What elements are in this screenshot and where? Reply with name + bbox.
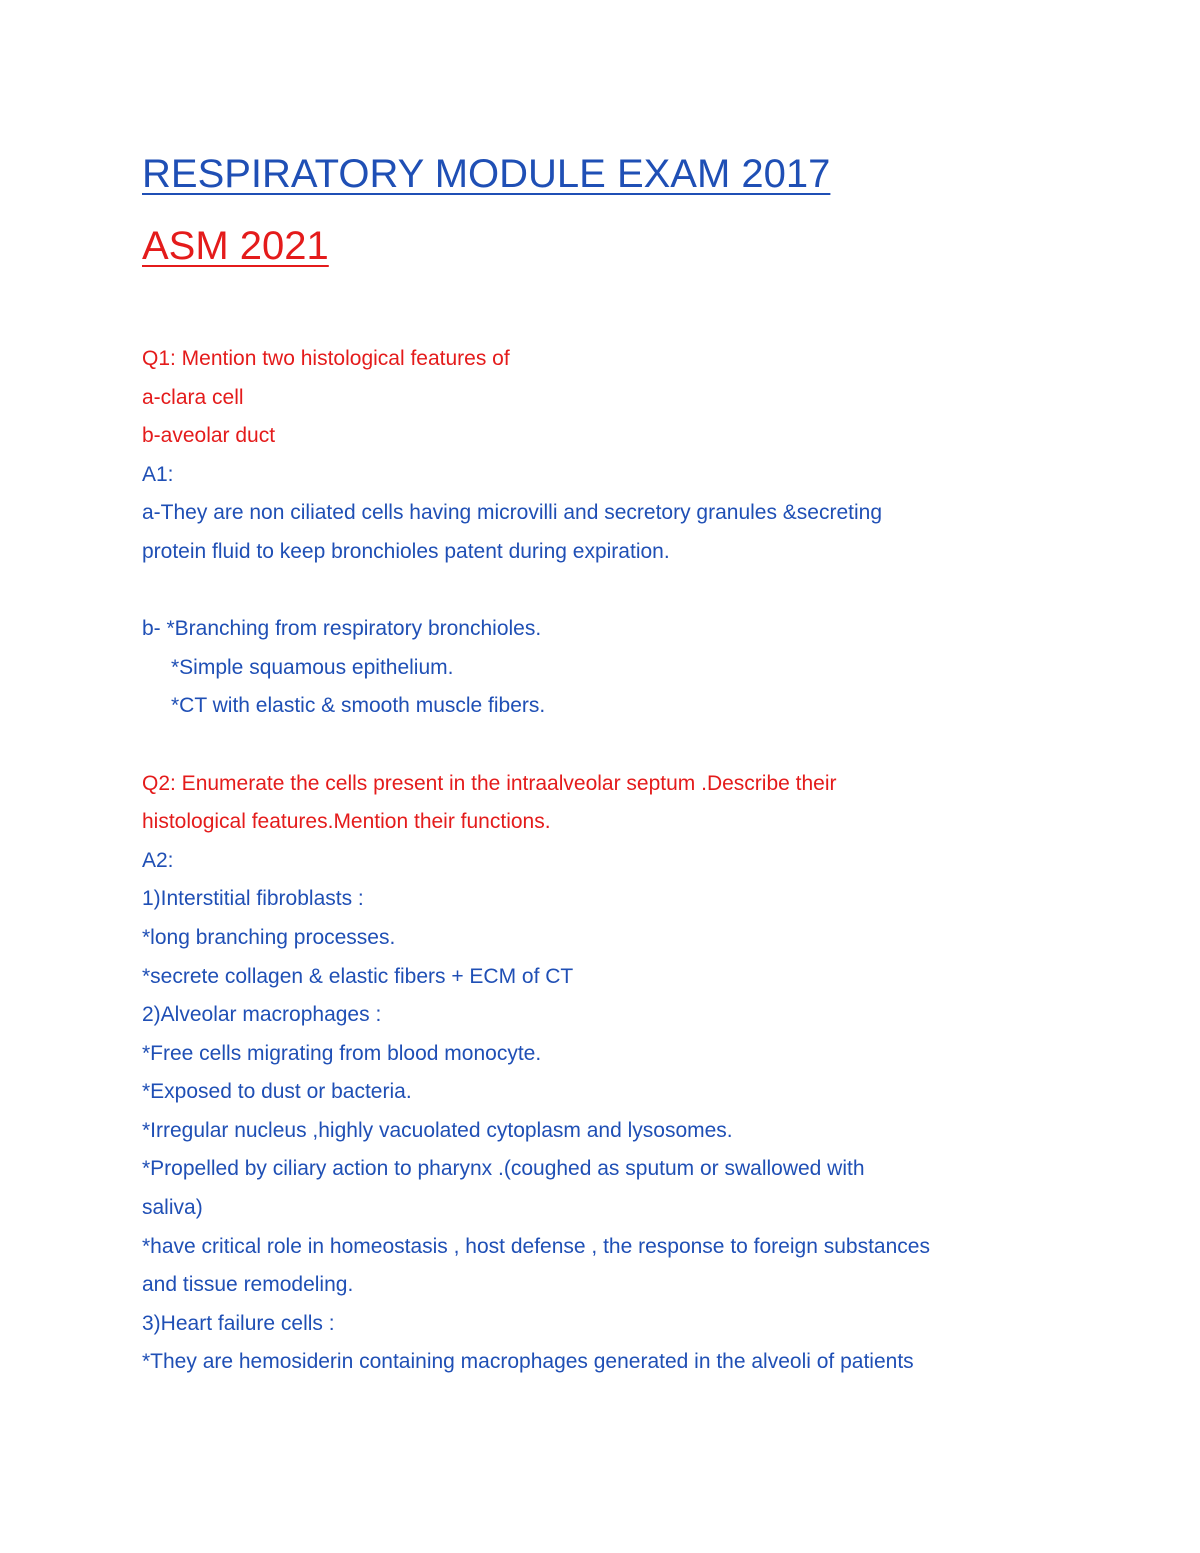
document-subtitle: ASM 2021 (142, 224, 329, 268)
q2-answer-line: *have critical role in homeostasis , host defense , the response to foreign substances (142, 1234, 930, 1258)
document-title: RESPIRATORY MODULE EXAM 2017 (142, 152, 831, 196)
q2-answer-line: *secrete collagen & elastic fibers + ECM of CT (142, 964, 574, 988)
document-body (142, 340, 1082, 1382)
q1-answer-b-line3: *CT with elastic & smooth muscle fibers. (171, 694, 546, 718)
q1-answer-b-line2: *Simple squamous epithelium. (171, 655, 454, 679)
q1-question: Q1: Mention two histological features of (142, 347, 510, 370)
q1-answer-b-line1: b- *Branching from respiratory bronchioles. (142, 617, 542, 641)
q2-answer-line: 2)Alveolar macrophages : (142, 1003, 382, 1027)
q2-answer-line: 1)Interstitial fibroblasts : (142, 887, 364, 911)
q2-answer-line: *They are hemosiderin containing macrophages generated in the alveoli of patients (142, 1350, 914, 1374)
q2-answer-line: *Exposed to dust or bacteria. (142, 1080, 412, 1104)
spacer (142, 726, 1082, 765)
q1-answer-label: A1: (142, 462, 174, 486)
q2-question-line1: Q2: Enumerate the cells present in the intraalveolar septum .Describe their (142, 771, 837, 795)
q1-answer-a-line1: a-They are non ciliated cells having microvilli and secretory granules &secreting (142, 501, 883, 525)
q2-answer-line: *Propelled by ciliary action to pharynx .(coughed as sputum or swallowed with (142, 1157, 865, 1181)
spacer (142, 572, 1082, 611)
q2-answer-line: 3)Heart failure cells : (142, 1311, 335, 1335)
q2-answer-line: *long branching processes. (142, 925, 396, 949)
q1-item-b: b-aveolar duct (142, 424, 276, 448)
q2-answer-label: A2: (142, 848, 174, 872)
q1-item-a: a-clara cell (142, 385, 244, 409)
q2-question-line2: histological features.Mention their functions. (142, 810, 551, 834)
q2-answer-line: saliva) (142, 1196, 203, 1220)
q2-answer-line: *Irregular nucleus ,highly vacuolated cytoplasm and lysosomes. (142, 1118, 733, 1142)
q1-answer-a-line2: protein fluid to keep bronchioles patent during expiration. (142, 539, 670, 563)
q2-answer-line: *Free cells migrating from blood monocyte. (142, 1041, 542, 1065)
q2-answer-line: and tissue remodeling. (142, 1273, 354, 1297)
